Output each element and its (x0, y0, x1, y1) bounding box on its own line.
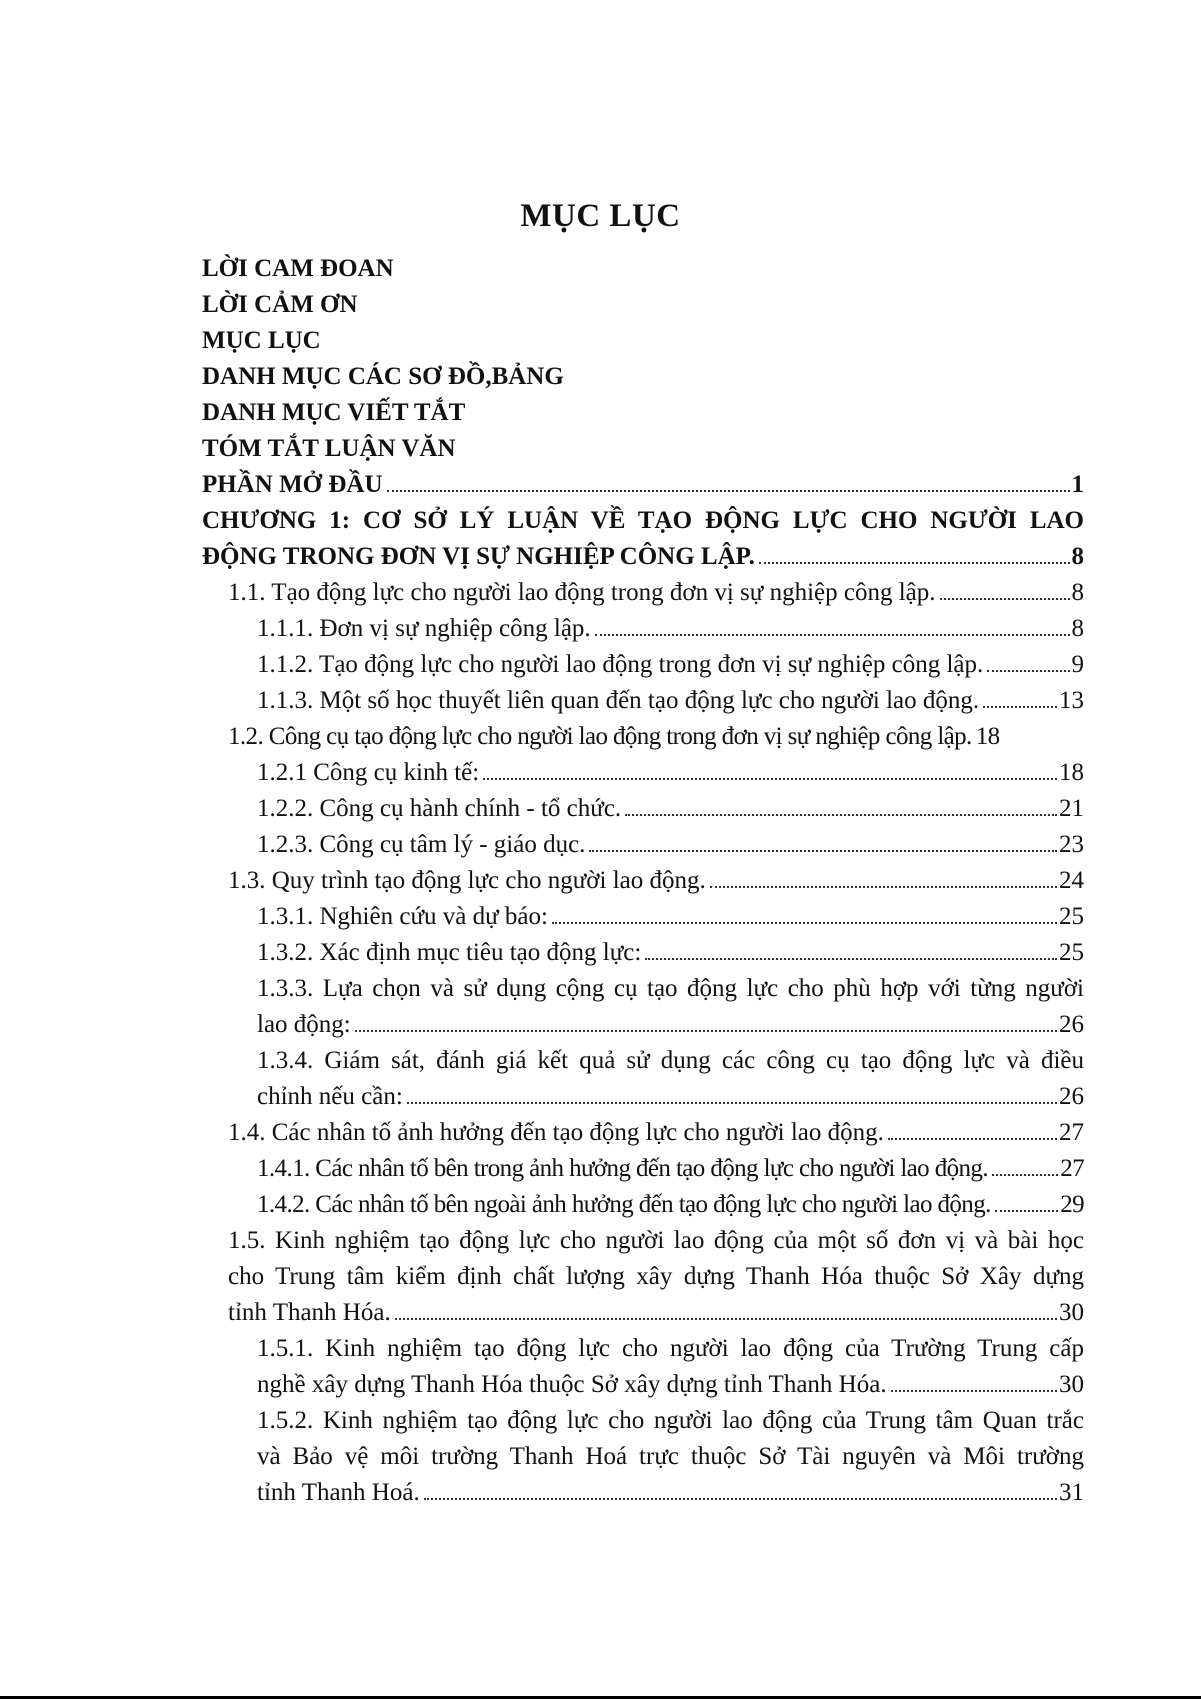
toc-page-number: 23 (1059, 831, 1084, 858)
toc-entry-danh-muc-so-do-bang[interactable]: DANH MỤC CÁC SƠ ĐỒ,BẢNG (202, 363, 564, 390)
toc-entry-1-4-1[interactable] (202, 1151, 1084, 1187)
toc-page-number: 30 (1059, 1299, 1084, 1326)
toc-page-number: 24 (1059, 867, 1084, 894)
toc-entry-tom-tat[interactable]: TÓM TẮT LUẬN VĂN (202, 435, 456, 462)
dot-leader (424, 1498, 1057, 1500)
toc-page-number: 8 (1071, 615, 1084, 642)
toc-entry-1-1-2[interactable] (202, 647, 1084, 683)
toc-entry-muc-luc[interactable]: MỤC LỤC (202, 327, 321, 354)
toc-page-number: 21 (1059, 795, 1084, 822)
toc-entry-1-4-2[interactable] (202, 1187, 1084, 1223)
toc-entry-1-5[interactable] (202, 1223, 1084, 1331)
toc-entry-1-3-2[interactable] (202, 935, 1084, 971)
toc-entry-line: 1.5.2. Kinh nghiệm tạo động lực cho người lao động của Trung tâm Quan trắc (257, 1407, 1084, 1434)
dot-leader (589, 850, 1057, 852)
dot-leader (625, 814, 1057, 816)
toc-entry-line: 1.3.4. Giám sát, đánh giá kết quả sử dụng các công cụ tạo động lực và điều (257, 1047, 1084, 1074)
toc-entry-1-2-3[interactable] (202, 827, 1084, 863)
toc-entry-line: 1.5.1. Kinh nghiệm tạo động lực cho người lao động của Trường Trung cấp (257, 1335, 1084, 1362)
toc-page-number: 27 (1059, 1119, 1084, 1146)
toc-entry-1-2[interactable] (202, 719, 1084, 755)
toc-page-number: 30 (1059, 1371, 1084, 1398)
dot-leader (552, 922, 1057, 924)
toc-entry-line: tỉnh Thanh Hóa. (228, 1299, 391, 1326)
toc-entry-text: 1.4.2. Các nhân tố bên ngoài ảnh hưởng đến tạo động lực cho người lao động. (257, 1191, 991, 1218)
toc-entry-1-3-4[interactable] (202, 1043, 1084, 1115)
dot-leader (387, 490, 1070, 492)
toc-entry-loi-cam-doan[interactable]: LỜI CAM ĐOAN (202, 255, 394, 282)
dot-leader (987, 670, 1069, 672)
toc-page-number: 25 (1059, 903, 1084, 930)
toc-page-number: 13 (1059, 687, 1084, 714)
toc-entry-line: ĐỘNG TRONG ĐƠN VỊ SỰ NGHIỆP CÔNG LẬP. (202, 543, 755, 570)
toc-entry-1-1-3[interactable] (202, 683, 1084, 719)
toc-entry-1-5-2[interactable] (202, 1403, 1084, 1511)
toc-entry-line: CHƯƠNG 1: CƠ SỞ LÝ LUẬN VỀ TẠO ĐỘNG LỰC CHO NGƯỜI LAO (202, 507, 1084, 534)
toc-entry-text: 1.4. Các nhân tố ảnh hưởng đến tạo động lực cho người lao động. (228, 1119, 884, 1146)
toc-entry-1-5-1[interactable] (202, 1331, 1084, 1403)
toc-page-number: 1 (1071, 471, 1084, 498)
dot-leader (645, 958, 1057, 960)
toc-entry-1-1-1[interactable] (202, 611, 1084, 647)
toc-entry-line: nghề xây dựng Thanh Hóa thuộc Sở xây dựng tỉnh Thanh Hóa. (257, 1371, 887, 1398)
toc-entry-text: PHẦN MỞ ĐẦU (202, 471, 383, 498)
toc-page-number: 26 (1059, 1011, 1084, 1038)
dot-leader (759, 562, 1070, 564)
toc-entry-text: 1.3.2. Xác định mục tiêu tạo động lực: (257, 939, 642, 966)
dot-leader (992, 1174, 1058, 1176)
toc-entry-text: 1.1. Tạo động lực cho người lao động trong đơn vị sự nghiệp công lập. (228, 579, 936, 606)
toc-entry-text: 1.4.1. Các nhân tố bên trong ảnh hưởng đến tạo động lực cho người lao động. (257, 1155, 988, 1182)
toc-entry-1-3-3[interactable] (202, 971, 1084, 1043)
toc-entry-text: 1.2. Công cụ tạo động lực cho người lao động trong đơn vị sự nghiệp công lập. (228, 723, 972, 750)
dot-leader (995, 1210, 1058, 1212)
toc-entry-1-3-1[interactable] (202, 899, 1084, 935)
toc-entry-text: 1.2.2. Công cụ hành chính - tổ chức. (257, 795, 622, 822)
toc-entry-text: 1.2.1 Công cụ kinh tế: (257, 759, 480, 786)
toc-entry-text: 1.1.1. Đơn vị sự nghiệp công lập. (257, 615, 591, 642)
toc-entry-text: 1.1.3. Một số học thuyết liên quan đến tạo động lực cho người lao động. (257, 687, 980, 714)
toc-entry-text: 1.1.2. Tạo động lực cho người lao động trong đơn vị sự nghiệp công lập. (257, 651, 984, 678)
toc-page-number: 18 (975, 723, 1000, 750)
dot-leader (940, 598, 1070, 600)
toc-entry-1-1[interactable] (202, 575, 1084, 611)
dot-leader (891, 1390, 1057, 1392)
toc-page-number: 25 (1059, 939, 1084, 966)
toc-entry-text: 1.3. Quy trình tạo động lực cho người lao động. (228, 867, 706, 894)
toc-entry-line: 1.3.3. Lựa chọn và sử dụng cộng cụ tạo động lực cho phù hợp với từng người (257, 975, 1084, 1002)
toc-entry-line: lao động: (257, 1011, 351, 1038)
toc-entry-danh-muc-viet-tat[interactable]: DANH MỤC VIẾT TẮT (202, 399, 466, 426)
table-of-contents (202, 251, 1084, 1511)
toc-entry-1-2-1[interactable] (202, 755, 1084, 791)
dot-leader (395, 1318, 1057, 1320)
toc-entry-1-3[interactable] (202, 863, 1084, 899)
toc-page-number: 27 (1060, 1155, 1084, 1182)
toc-page-number: 8 (1071, 543, 1084, 570)
dot-leader (888, 1138, 1057, 1140)
toc-entry-phan-mo-dau[interactable] (202, 467, 1084, 503)
toc-page-number: 26 (1059, 1083, 1084, 1110)
toc-entry-1-2-2[interactable] (202, 791, 1084, 827)
dot-leader (407, 1102, 1057, 1104)
toc-page-number: 8 (1071, 579, 1084, 606)
dot-leader (710, 886, 1057, 888)
toc-entry-line: 1.5. Kinh nghiệm tạo động lực cho người lao động của một số đơn vị và bài học (228, 1227, 1084, 1254)
toc-page-number: 9 (1071, 651, 1084, 678)
dot-leader (483, 778, 1057, 780)
toc-page-number: 31 (1059, 1479, 1084, 1506)
page-title: MỤC LỤC (520, 198, 681, 234)
toc-entry-line: chỉnh nếu cần: (257, 1083, 403, 1110)
toc-entry-text: 1.2.3. Công cụ tâm lý - giáo dục. (257, 831, 586, 858)
toc-entry-loi-cam-on[interactable]: LỜI CẢM ƠN (202, 291, 358, 318)
toc-page-number: 29 (1060, 1191, 1084, 1218)
toc-entry-chuong-1[interactable] (202, 503, 1084, 575)
dot-leader (595, 634, 1070, 636)
toc-entry-line: và Bảo vệ môi trường Thanh Hoá trực thuộc Sở Tài nguyên và Môi trường (257, 1443, 1084, 1470)
dot-leader (983, 706, 1057, 708)
dot-leader (355, 1030, 1057, 1032)
toc-page-number: 18 (1059, 759, 1084, 786)
toc-entry-line: cho Trung tâm kiểm định chất lượng xây dựng Thanh Hóa thuộc Sở Xây dựng (228, 1263, 1084, 1290)
toc-entry-text: 1.3.1. Nghiên cứu và dự báo: (257, 903, 548, 930)
toc-entry-1-4[interactable] (202, 1115, 1084, 1151)
toc-entry-line: tỉnh Thanh Hoá. (257, 1479, 420, 1506)
